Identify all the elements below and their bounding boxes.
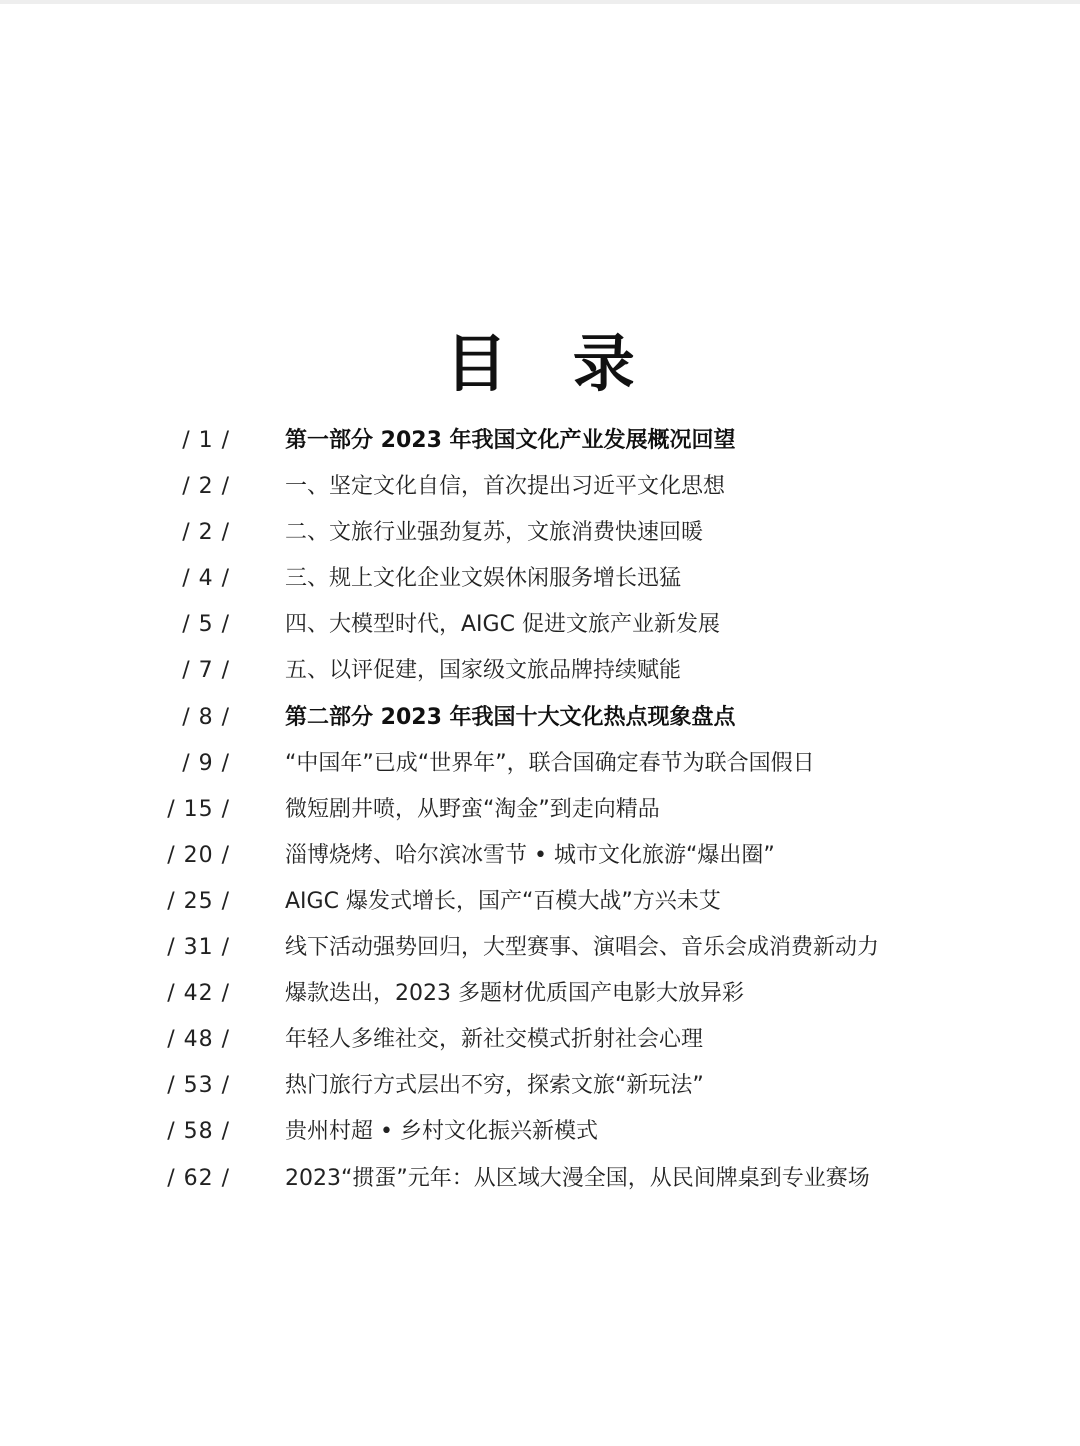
toc-page-number: / 25 /: [167, 888, 230, 914]
toc-entry-title: 热门旅行方式层出不穷，探索文旅“新玩法”: [285, 1073, 704, 1099]
toc-part-heading[interactable]: [0, 418, 1080, 464]
toc-entry-title: 五、以评促建，国家级文旅品牌持续赋能: [285, 658, 682, 684]
toc-entry[interactable]: [0, 1109, 1080, 1155]
toc-entry-title: 三、规上文化企业文娱休闲服务增长迅猛: [285, 566, 682, 592]
toc-page-number: / 9 /: [182, 750, 230, 776]
toc-entry[interactable]: [0, 833, 1080, 879]
toc-entry[interactable]: [0, 879, 1080, 925]
toc-entry-title: AIGC 爆发式增长，国产“百模大战”方兴未艾: [285, 888, 721, 914]
toc-entry-title: 第二部分 2023 年我国十大文化热点现象盘点: [285, 704, 736, 730]
toc-entry[interactable]: [0, 1063, 1080, 1109]
toc-entry-title: “中国年”已成“世界年”，联合国确定春节为联合国假日: [285, 750, 815, 776]
toc-entry-title: 2023“掼蛋”元年：从区域大漫全国，从民间牌桌到专业赛场: [285, 1165, 870, 1191]
toc-entry[interactable]: [0, 648, 1080, 694]
toc-entry-title: 四、大模型时代，AIGC 促进文旅产业新发展: [285, 612, 720, 638]
toc-page-number: / 58 /: [167, 1119, 230, 1145]
toc-entry-title: 线下活动强势回归，大型赛事、演唱会、音乐会成消费新动力: [285, 935, 880, 961]
toc-entry-title: 微短剧井喷，从野蛮“淘金”到走向精品: [285, 796, 660, 822]
toc-entry[interactable]: [0, 925, 1080, 971]
toc-page-number: / 42 /: [167, 981, 230, 1007]
toc-entry[interactable]: [0, 741, 1080, 787]
toc-entry[interactable]: [0, 510, 1080, 556]
toc-entry-title: 一、坚定文化自信，首次提出习近平文化思想: [285, 474, 726, 500]
table-of-contents: [0, 418, 1080, 1202]
top-divider-strip: [0, 0, 1080, 4]
toc-entry-title: 爆款迭出，2023 多题材优质国产电影大放异彩: [285, 981, 744, 1007]
toc-page-number: / 1 /: [182, 428, 230, 453]
toc-entry-title: 第一部分 2023 年我国文化产业发展概况回望: [285, 428, 736, 453]
toc-entry[interactable]: [0, 602, 1080, 648]
toc-page-number: / 48 /: [167, 1027, 230, 1053]
toc-page-number: / 2 /: [182, 520, 230, 546]
toc-page-number: / 2 /: [182, 474, 230, 500]
toc-page-number: / 8 /: [182, 704, 230, 730]
toc-page-number: / 5 /: [182, 612, 230, 638]
toc-entry[interactable]: [0, 556, 1080, 602]
toc-entry-title: 贵州村超 • 乡村文化振兴新模式: [285, 1119, 598, 1145]
toc-page-number: / 53 /: [167, 1073, 230, 1099]
toc-page-number: / 31 /: [167, 935, 230, 961]
toc-entry-title: 年轻人多维社交，新社交模式折射社会心理: [285, 1027, 704, 1053]
toc-page-number: / 62 /: [167, 1165, 230, 1191]
toc-page-number: / 4 /: [182, 566, 230, 592]
toc-part-heading[interactable]: [0, 695, 1080, 741]
toc-page-number: / 20 /: [167, 842, 230, 868]
toc-page-number: / 15 /: [167, 796, 230, 822]
toc-entry[interactable]: [0, 1017, 1080, 1063]
toc-entry[interactable]: [0, 971, 1080, 1017]
toc-entry[interactable]: [0, 1156, 1080, 1202]
toc-entry[interactable]: [0, 787, 1080, 833]
page-title: 目 录: [445, 326, 657, 400]
toc-entry-title: 二、文旅行业强劲复苏，文旅消费快速回暖: [285, 520, 704, 546]
toc-entry[interactable]: [0, 464, 1080, 510]
toc-page-number: / 7 /: [182, 658, 230, 684]
toc-entry-title: 淄博烧烤、哈尔滨冰雪节 • 城市文化旅游“爆出圈”: [285, 842, 775, 868]
